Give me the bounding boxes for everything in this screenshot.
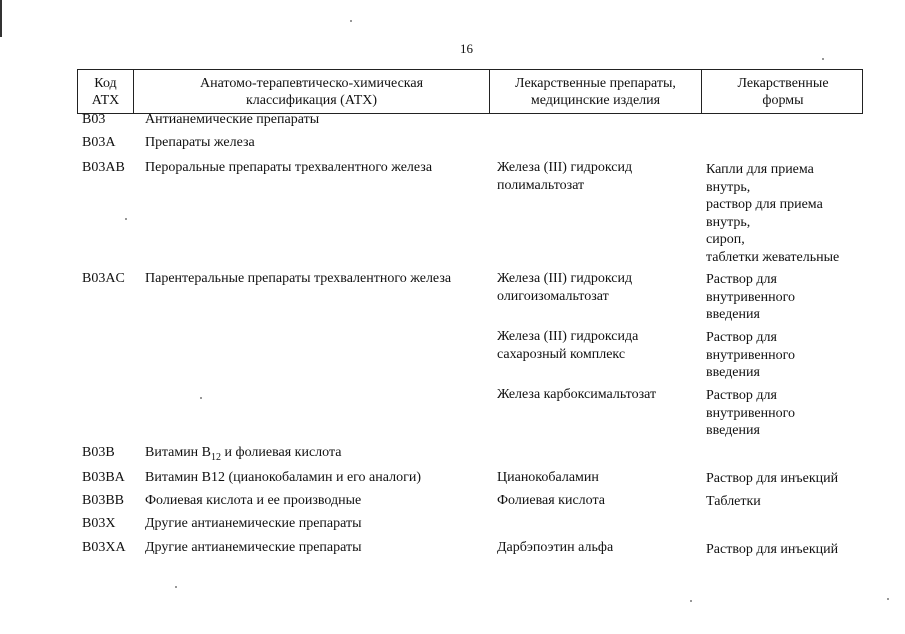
- scan-speck: [350, 20, 352, 22]
- dosage-form: Раствор для инъекций: [706, 471, 839, 486]
- dosage-form: Раствор для внутривенного введения: [706, 330, 796, 380]
- header-dosage-forms: Лекарственные формы: [737, 75, 829, 108]
- scan-speck: [822, 58, 824, 60]
- dosage-form: Раствор для внутривенного введения: [706, 272, 796, 322]
- atc-code: B03BA: [82, 470, 125, 485]
- dosage-form: Раствор для внутривенного введения: [706, 388, 796, 438]
- drug-name: Железа (III) гидроксид олигоизомальтозат: [497, 271, 633, 304]
- drug-name: Железа (III) гидроксида сахарозный комплекс: [497, 329, 639, 362]
- page-number: 16: [460, 41, 473, 56]
- header-medicines: Лекарственные препараты, медицинские изделия: [490, 70, 702, 113]
- atc-code: B03AC: [82, 271, 125, 286]
- atc-name: Витамин B12 (цианокобаламин и его аналоги): [145, 470, 421, 485]
- scan-edge-mark: [0, 0, 2, 37]
- atc-name: Фолиевая кислота и ее производные: [145, 493, 362, 508]
- atc-code: B03B: [82, 445, 115, 460]
- table-header: [77, 69, 863, 114]
- atc-code: B03AB: [82, 160, 125, 175]
- scan-speck: [200, 397, 202, 399]
- drug-name: Железа (III) гидроксид полимальтозат: [497, 160, 633, 193]
- atc-name: Препараты железа: [145, 135, 255, 150]
- scan-speck: [175, 586, 177, 588]
- atc-code: B03A: [82, 135, 116, 150]
- scan-speck: [887, 598, 889, 600]
- drug-name: Фолиевая кислота: [497, 493, 605, 508]
- atc-name: Витамин $B_{12}$ и фолиевая кислота: [145, 445, 342, 463]
- atc-name: Пероральные препараты трехвалентного железа: [145, 160, 433, 175]
- scan-speck: [125, 218, 127, 220]
- drug-name: Дарбэпоэтин альфа: [497, 540, 614, 555]
- header-atc-classification: Анатомо-терапевтическо-химическая классификация (АТХ): [134, 70, 490, 113]
- atc-code: B03XA: [82, 540, 126, 555]
- atc-name: Другие антианемические препараты: [145, 516, 362, 531]
- dosage-form: Раствор для инъекций: [706, 542, 839, 557]
- scan-speck: [690, 600, 692, 602]
- atc-name: Антианемические препараты: [145, 112, 320, 127]
- header-code: Код АТХ: [78, 70, 134, 113]
- atc-name: Другие антианемические препараты: [145, 540, 362, 555]
- drug-name: Железа карбоксимальтозат: [497, 387, 657, 402]
- drug-name: Цианокобаламин: [497, 470, 599, 485]
- atc-name: Парентеральные препараты трехвалентного железа: [145, 271, 452, 286]
- atc-code: B03BB: [82, 493, 125, 508]
- dosage-form: Таблетки: [706, 494, 761, 509]
- dosage-form: Капли для приема внутрь, раствор для приема внутрь, сироп, таблетки жевательные: [706, 162, 840, 265]
- atc-code: B03X: [82, 516, 116, 531]
- atc-code: B03: [82, 112, 106, 127]
